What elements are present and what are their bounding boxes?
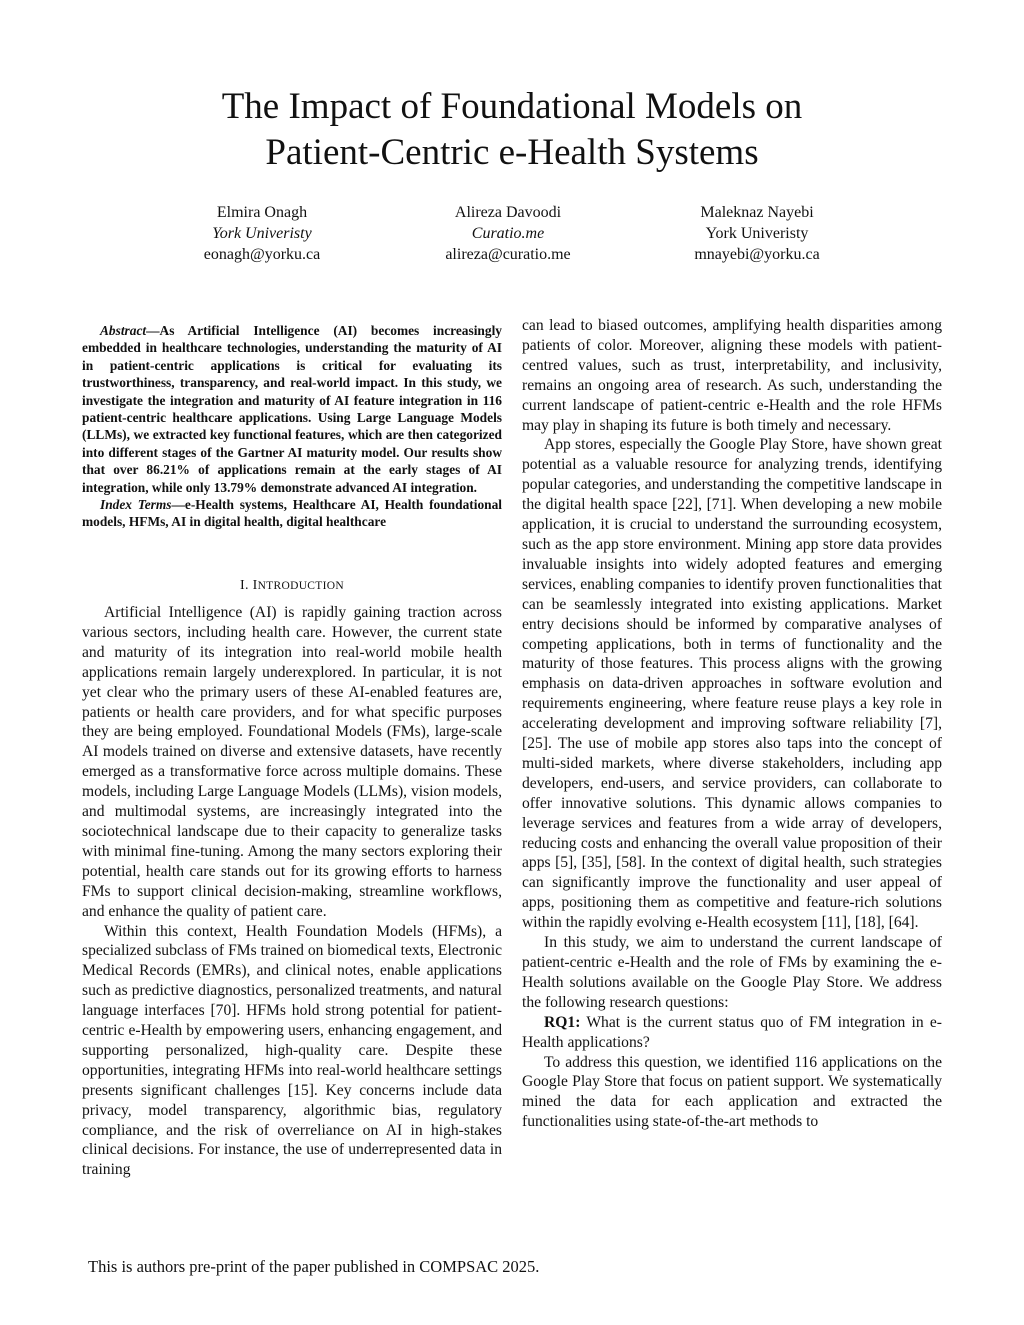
author-affiliation: Curatio.me [471,225,545,242]
author-email: mnayebi@yorku.ca [694,246,820,263]
abstract [82,322,502,531]
preprint-footer: This is authors pre-print of the paper published in COMPSAC 2025. [88,1257,540,1276]
intro-paragraph-2: Within this context, Health Foundation Models (HFMs), a specialized subclass of FMs trained on biomedical texts, Electronic Medical Records (EMRs), and clinical notes, enable applications such as predictive diagnostics, personalized treatments, and natural language interfaces [70]. HFMs hold strong potential for patient-centric e-Health by empowering users, enhancing engagement, and supporting personalized, high-quality care. Despite these opportunities, integrating HFMs into real-world healthcare settings presents significant challenges [15]. Key concerns include data privacy, model transparency, algorithmic bias, regulatory compliance, and the risk of overreliance on AI in high-stakes clinical decisions. For instance, the use of underrepresented data in training [82,922,502,1179]
left-column [82,603,502,1180]
continued-paragraph: can lead to biased outcomes, amplifying health disparities among patients of color. Moreover, aligning these models with patient-centred values, such as trust, interpretability, and inclusivity, remains an ongoing area of research. As such, understanding the current landscape of patient-centric e-Health and the role HFMs may play in shaping its future is both timely and necessary. [522,317,942,434]
author-email: eonagh@yorku.ca [203,246,321,263]
author-block-3 [627,202,887,265]
author-name: Alireza Davoodi [454,204,562,221]
study-aim-paragraph: In this study, we aim to understand the current landscape of patient-centric e-Health and the role of FMs by examining the e-Health solutions available on the Google Play Store. We address the following research questions: [522,934,942,1011]
rq1-label: RQ1: [544,1013,581,1031]
author-affiliation: York Univeristy [705,225,809,242]
section-heading-introduction [82,578,502,594]
author-block-1 [132,202,392,265]
rq1-text: What is the current status quo of FM integration in e-Health applications? [522,1013,942,1051]
app-store-paragraph: App stores, especially the Google Play Store, have shown great potential as a valuable resource for analyzing trends, identifying popular categories, and understanding the competitive landscape in the digital health space [22], [71]. When developing a new mobile application, it is crucial to understand the surrounding ecosystem, such as the app store environment. Mining app store data provides invaluable insights into widely adopted features and emerging services, enabling companies to identify proven functionalities that can be seamlessly integrated into existing applications. Market entry decisions should be informed by comparative analyses of competing applications, both in terms of functionality and the maturity of those features. This process aligns with the growing emphasis on data-driven approaches in software evolution and requirements engineering, where feature reuse plays a key role in accelerating development and improving software reliability [7], [25]. The use of mobile app stores also taps into the concept of multi-sided markets, where diverse stakeholders, including app developers, end-users, and service providers, can collaborate to offer innovative solutions. This dynamic allows companies to leverage services and features from a wide array of developers, reducing costs and enhancing the overall value proposition of their apps [5], [35], [58]. In the context of digital health, such strategies can significantly improve the functionality and user appeal of apps, positioning them as competitive and feature-rich solutions within the rapidly evolving e-Health ecosystem [11], [18], [64]. [522,436,942,932]
rq1-paragraph [522,1013,942,1053]
index-terms-text: e-Health systems, Healthcare AI, Health foundational models, HFMs, AI in digital health, digital healthcare [82,497,503,530]
method-paragraph: To address this question, we identified 116 applications on the Google Play Store that focus on patient support. We systematically mined the data for each application and extracted the functionalities using state-of-the-art methods to [522,1053,942,1131]
author-name: Maleknaz Nayebi [700,204,814,221]
paper-title [0,84,1024,176]
abstract-text: As Artificial Intelligence (AI) becomes increasingly embedded in healthcare technologies, understanding the maturity of AI in patient-centric applications is critical for evaluating its trustworthiness, transparency, and real-world impact. In this study, we investigate the integration and maturity of AI feature integration in 116 patient-centric healthcare applications. Using Large Language Models (LLMs), we extracted key functional features, which are then categorized into different stages of the Gartner AI maturity model. Our results show that over 86.21% of applications remain at the early stages of AI integration, while only 13.79% demonstrate advanced AI integration. [82,323,502,495]
title-line-1: The Impact of Foundational Models on [221,86,803,127]
author-name: Elmira Onagh [216,204,308,221]
abstract-paragraph [82,322,502,496]
section-numeral: I. [240,578,253,593]
index-terms-dash: — [171,497,185,513]
author-block-2 [378,202,638,265]
author-email: alireza@curatio.me [445,246,571,263]
index-terms-label: Index Terms [100,497,172,513]
right-column [522,316,942,1132]
abstract-label: Abstract [100,323,147,338]
section-initial: I [252,578,258,593]
author-affiliation: York Univeristy [212,225,312,242]
intro-paragraph-1: Artificial Intelligence (AI) is rapidly gaining traction across various sectors, including health care. However, the current state and maturity of its integration into real-world mobile health applications remain largely underexplored. In particular, it is not yet clear who the primary users of these AI-enabled features are, patients or health care providers, and for what specific purposes they are being employed. Foundational Models (FMs), large-scale AI models trained on diverse and extensive datasets, have recently emerged as a transformative force across multiple domains. These models, including Large Language Models (LLMs), vision models, and multimodal systems, are increasingly integrated into the sociotechnical landscape due to their capacity to generalize tasks with minimal fine-tuning. Among the many sectors exploring their potential, health care stands out for its growing efforts to harness FMs to support clinical decision-making, streamline workflows, and enhance the quality of patient care. [82,604,502,920]
index-terms-paragraph [82,496,502,531]
section-title-rest: NTRODUCTION [257,580,344,592]
title-line-2: Patient-Centric e-Health Systems [265,132,759,173]
abstract-dash: — [146,323,160,338]
